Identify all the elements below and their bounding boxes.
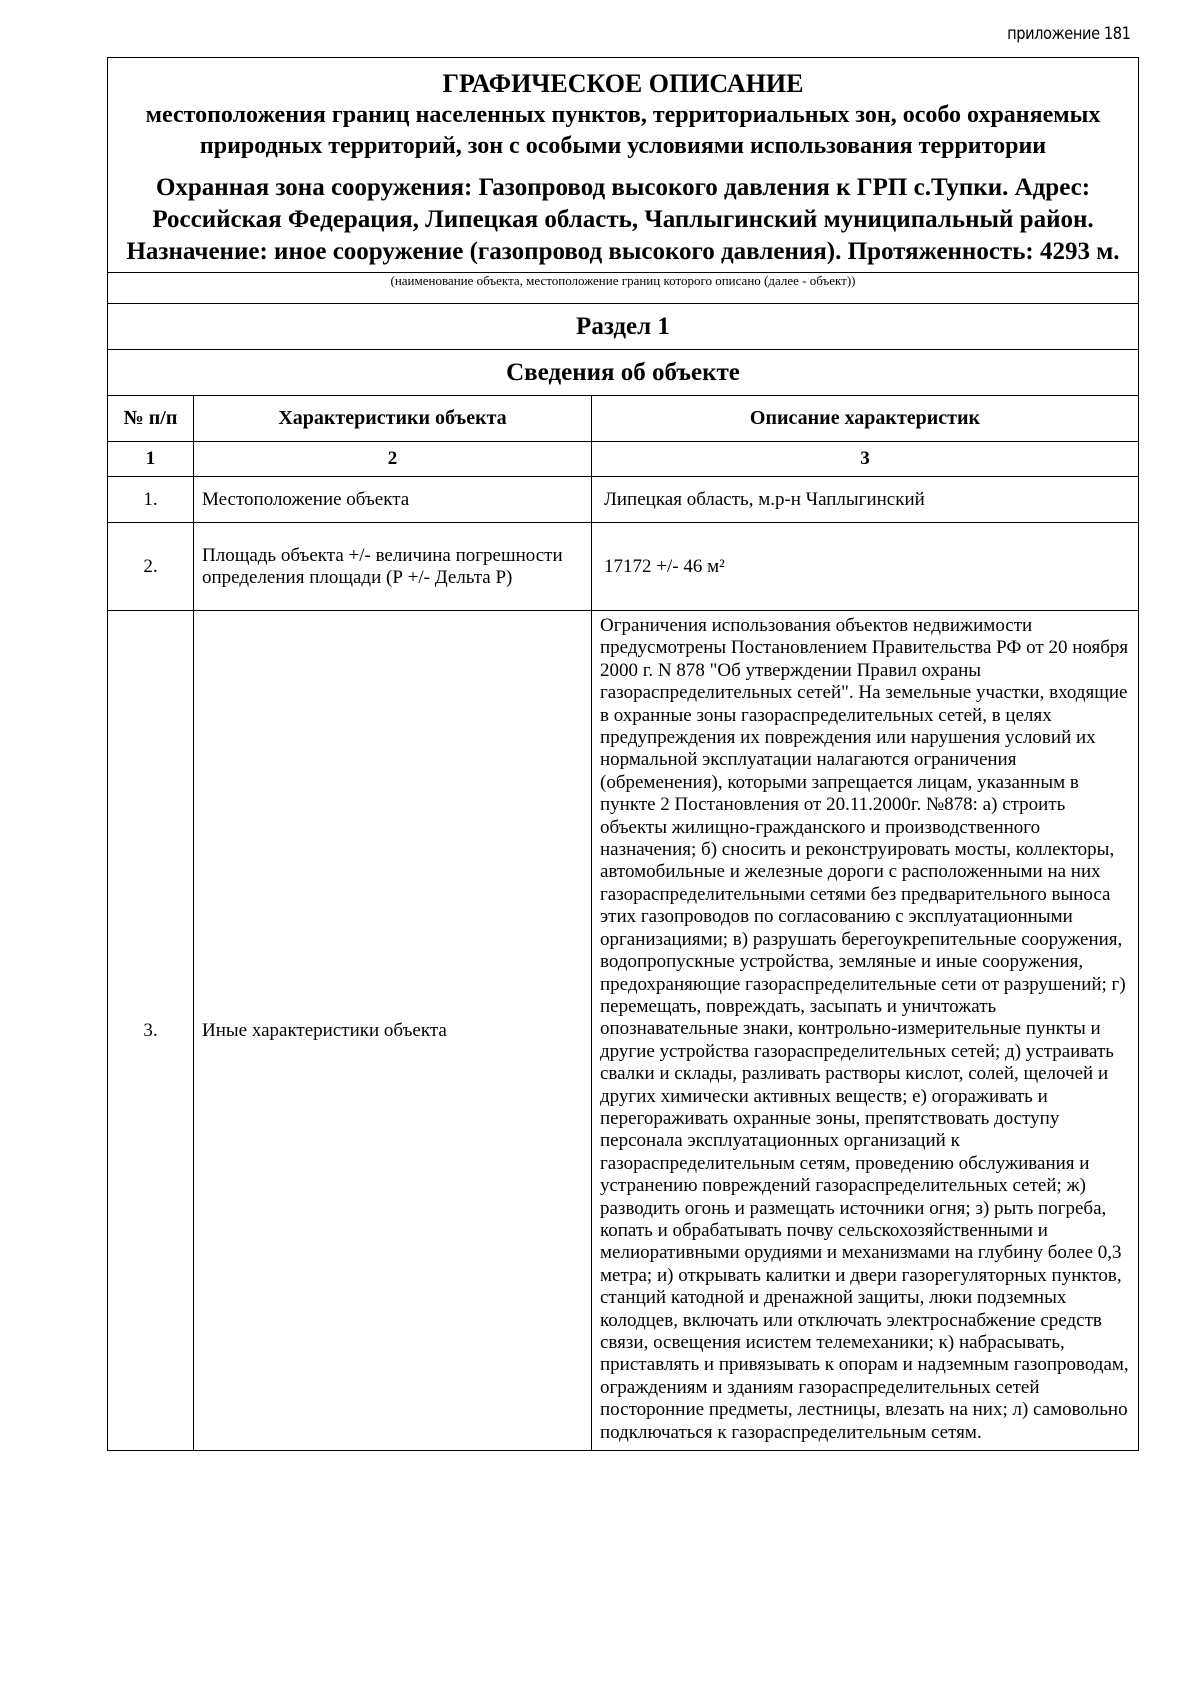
appendix-label: приложение 181: [1006, 24, 1130, 44]
object-name: Охранная зона сооружения: Газопровод высокого давления к ГРП с.Тупки. Адрес: Российская Федерация, Липецкая область, Чаплыгинский муниципальный район. Назначение: иное сооружение (газопровод высокого давления). Протяженность: 4293 м.: [126, 174, 1120, 265]
section-label: Раздел 1: [108, 304, 1139, 350]
table-row: [108, 523, 1139, 611]
table-row: [108, 611, 1139, 1451]
section-heading: Сведения об объекте: [108, 350, 1139, 396]
column-number: 1: [108, 442, 194, 477]
column-number: 3: [592, 442, 1139, 477]
graphic-description-table: [107, 57, 1139, 1451]
row-characteristic: Иные характеристики объекта: [194, 611, 592, 1451]
object-name-note: (наименование объекта, местоположение границ которого описано (далее - объект)): [108, 273, 1139, 304]
row-description: 17172 +/- 46 м²: [592, 523, 1139, 611]
row-description: Липецкая область, м.р-н Чаплыгинский: [592, 477, 1139, 523]
row-index: 2.: [108, 523, 194, 611]
header-description: Описание характеристик: [592, 396, 1139, 442]
table-row: [108, 477, 1139, 523]
row-characteristic: Площадь объекта +/- величина погрешности определения площади (Р +/- Дельта Р): [194, 523, 592, 611]
header-characteristic: Характеристики объекта: [194, 396, 592, 442]
column-number: 2: [194, 442, 592, 477]
table-header-row: [108, 396, 1139, 442]
column-number-row: [108, 442, 1139, 477]
title-block: [108, 58, 1139, 273]
document-subtitle: местоположения границ населенных пунктов, территориальных зон, особо охраняемых природных территорий, зон с особыми условиями использования территории: [145, 102, 1101, 159]
row-description: Ограничения использования объектов недвижимости предусмотрены Постановлением Правительства РФ от 20 ноября 2000 г. N 878 "Об утверждении Правил охраны газораспределительных сетей". На земельные участки, входящие в охранные зоны газораспределительных сетей, в целях предупреждения их повреждения или нарушения условий их нормальной эксплуатации налагаются ограничения (обременения), которыми запрещается лицам, указанным в пункте 2 Постановления от 20.11.2000г. №878: а) строить объекты жилищно-гражданского и производственного назначения; б) сносить и реконструировать мосты, коллекторы, автомобильные и железные дороги с расположенными на них газораспределительными сетями без предварительного выноса этих газопроводов по согласованию с эксплуатационными организациями; в) разрушать берегоукрепительные сооружения, водопропускные устройства, земляные и иные сооружения, предохраняющие газораспределительные сети от разрушений; г) перемещать, повреждать, засыпать и уничтожать опознавательные знаки, контрольно-измерительные пункты и другие устройства газораспределительных сетей; д) устраивать свалки и склады, разливать растворы кислот, солей, щелочей и других химически активных веществ; е) огораживать и перегораживать охранные зоны, препятствовать доступу персонала эксплуатационных организаций к газораспределительным сетям, проведению обслуживания и устранению повреждений газораспределительных сетей; ж) разводить огонь и размещать источники огня; з) рыть погреба, копать и обрабатывать почву сельскохозяйственными и мелиоративными орудиями и механизмами на глубину более 0,3 метра; и) открывать калитки и двери газорегуляторных пунктов, станций катодной и дренажной защиты, люки подземных колодцев, включать или отключать электроснабжение средств связи, освещения исистем телемеханики; к) набрасывать, приставлять и привязывать к опорам и надземным газопроводам, ограждениям и зданиям газораспределительных сетей посторонние предметы, лестницы, влезать на них; л) самовольно подключаться к газораспределительным сетям.: [592, 611, 1139, 1451]
row-characteristic: Местоположение объекта: [194, 477, 592, 523]
header-index: № п/п: [108, 396, 194, 442]
row-index: 1.: [108, 477, 194, 523]
row-index: 3.: [108, 611, 194, 1451]
document-title: ГРАФИЧЕСКОЕ ОПИСАНИЕ: [442, 69, 804, 98]
